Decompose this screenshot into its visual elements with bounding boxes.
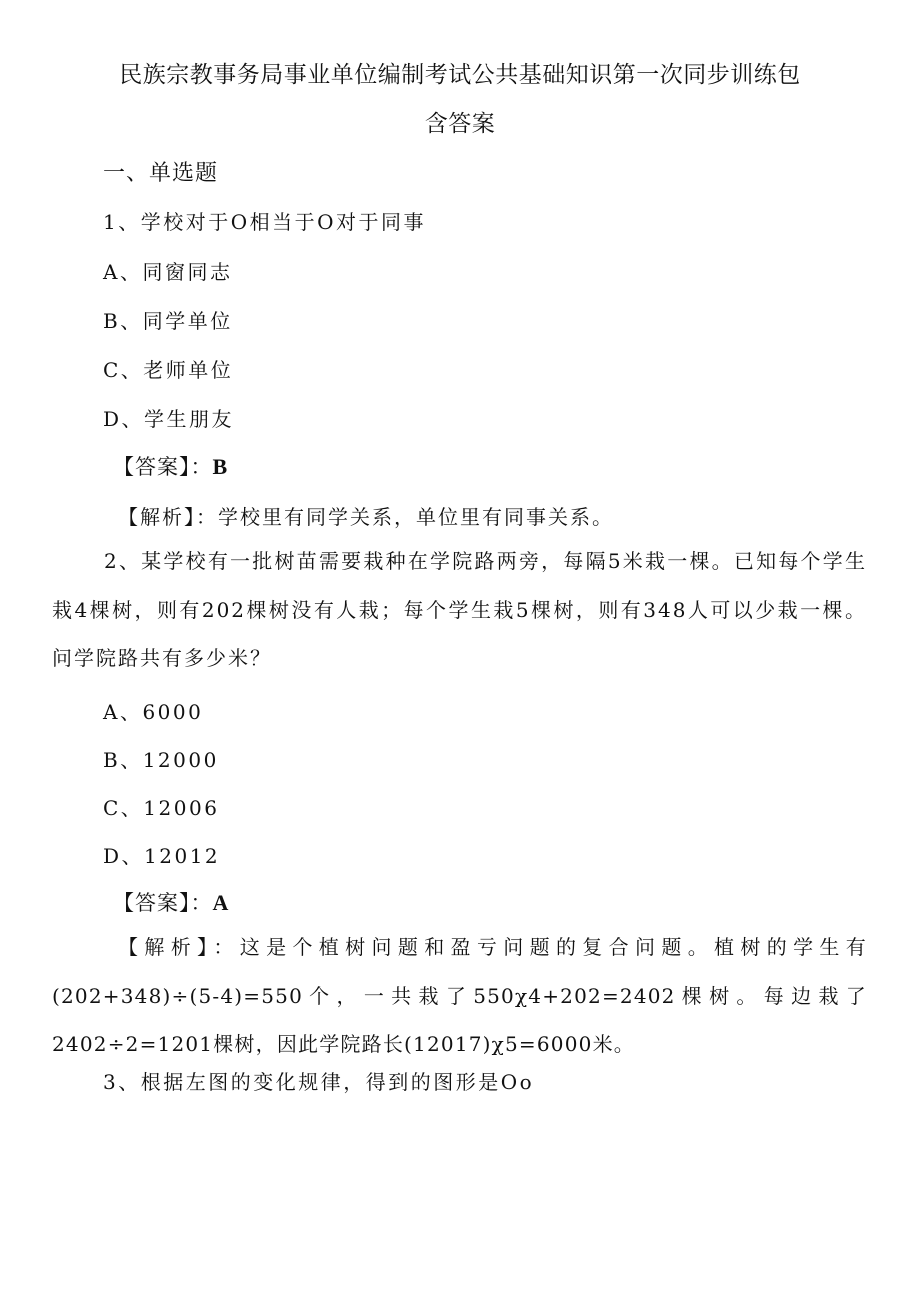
answer-value: B xyxy=(212,454,229,479)
question-2-option-b: B、12000 xyxy=(103,748,219,772)
question-2-answer xyxy=(113,887,229,917)
question-1-option-c: C、老师单位 xyxy=(103,358,234,382)
question-1-analysis: 【解析】：学校里有同学关系，单位里有同事关系。 xyxy=(118,505,614,529)
question-2-stem: 2、某学校有一批树苗需要栽种在学院路两旁，每隔5米栽一棵。已知每个学生栽4棵树，则有202棵树没有人栽；每个学生栽5棵树，则有348人可以少栽一棵。问学院路共有多少米？ xyxy=(52,549,867,670)
question-2-option-d: D、12012 xyxy=(103,844,221,868)
section-heading: 一、单选题 xyxy=(103,161,219,186)
question-1-stem: 1、学校对于O相当于O对于同事 xyxy=(103,210,427,234)
question-2-analysis: 【解析】：这是个植树问题和盈亏问题的复合问题。植树的学生有(202+348)÷(5-4)=550个，一共栽了550χ4+202=2402棵树。每边栽了2402÷2=1201棵树，因此学院路长(12017)χ5=6000米。 xyxy=(52,935,867,1056)
question-1-option-a: A、同窗同志 xyxy=(103,260,233,284)
answer-label: 【答案】： xyxy=(113,891,213,915)
question-2-option-a: A、6000 xyxy=(103,700,204,724)
question-2-option-c: C、12006 xyxy=(103,796,220,820)
question-1-answer xyxy=(113,451,228,481)
answer-value: A xyxy=(212,890,230,915)
document-title-line-2: 含答案 xyxy=(424,111,496,137)
question-1-option-d: D、学生朋友 xyxy=(103,407,235,431)
document-title-line-1: 民族宗教事务局事业单位编制考试公共基础知识第一次同步训练包 xyxy=(119,62,801,88)
question-3-stem: 3、根据左图的变化规律，得到的图形是Oo xyxy=(103,1070,535,1094)
question-1-option-b: B、同学单位 xyxy=(103,309,233,333)
answer-label: 【答案】： xyxy=(113,455,213,479)
